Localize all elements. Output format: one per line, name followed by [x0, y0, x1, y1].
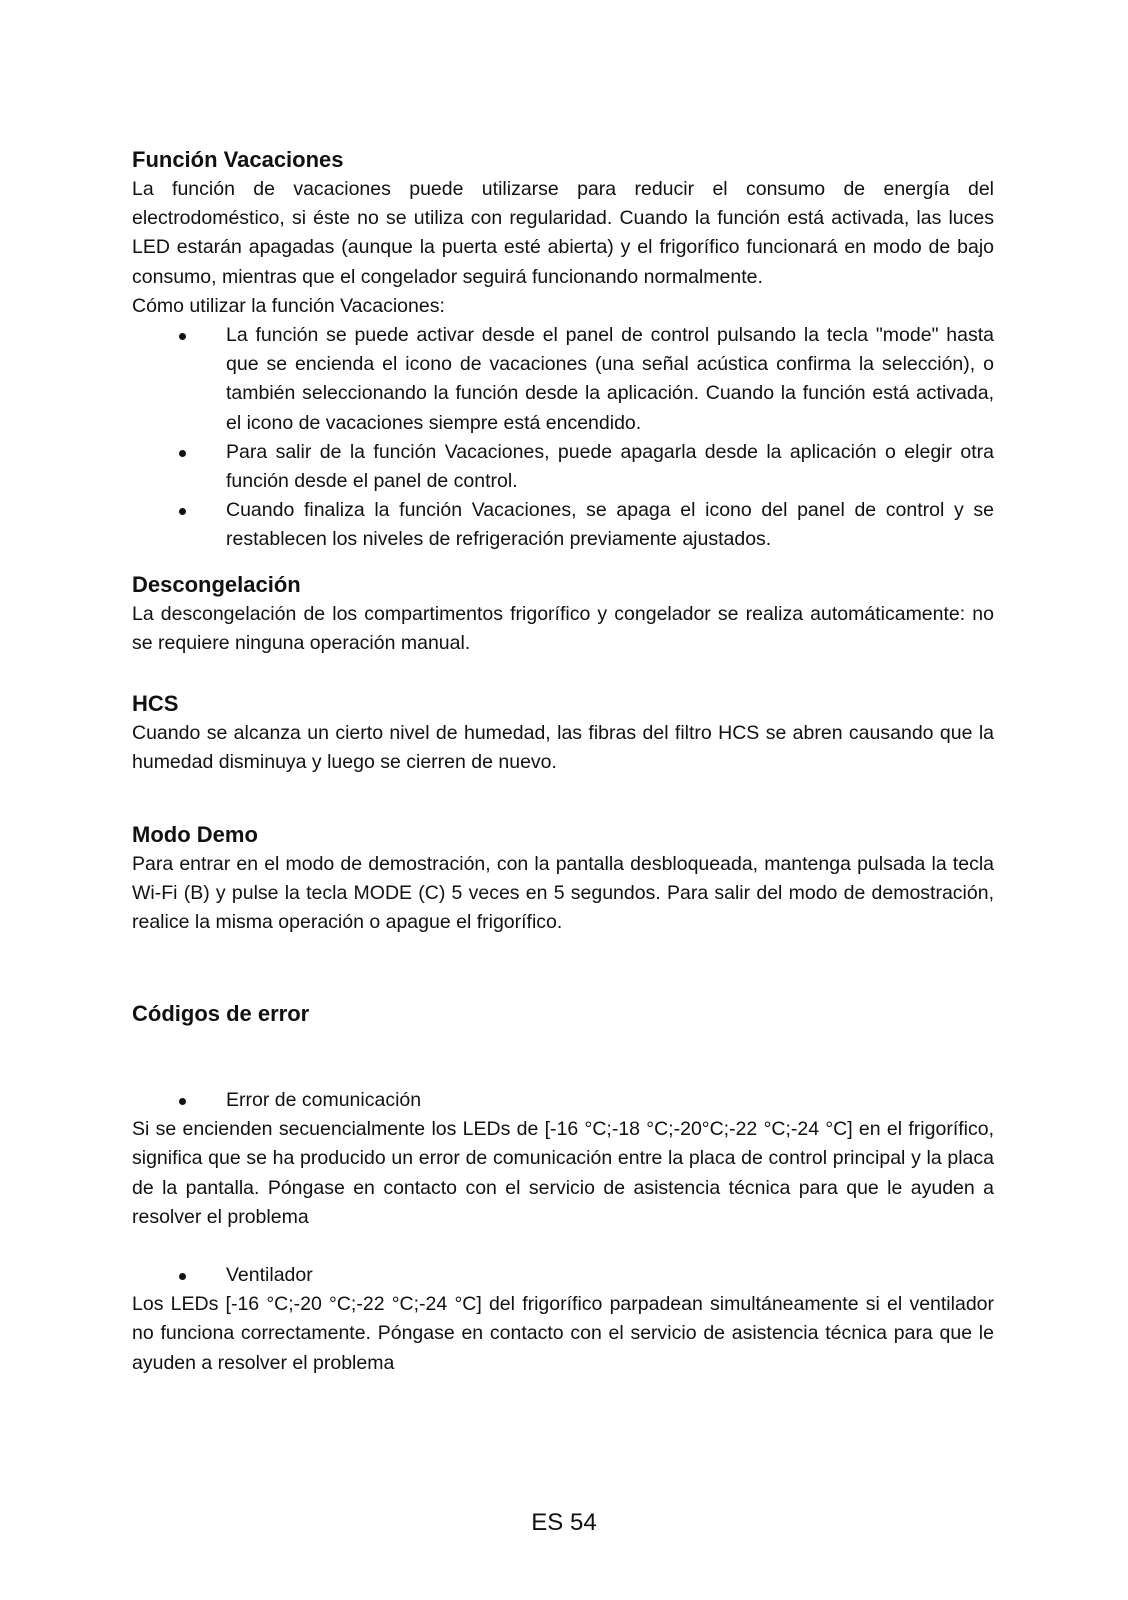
error-item-ventilador	[132, 1261, 994, 1378]
paragraph-modo-demo: Para entrar en el modo de demostración, con la pantalla desbloqueada, mantenga pulsada la tecla Wi-Fi (B) y pulse la tecla MODE (C) 5 veces en 5 segundos. Para salir del modo de demostración, realice la misma operación o apague el frigorífico.	[132, 853, 994, 934]
paragraph-descongelacion: La descongelación de los compartimentos frigorífico y congelador se realiza automáticamente: no se requiere ninguna operación manual.	[132, 603, 994, 655]
list-item-text: Cuando finaliza la función Vacaciones, se apaga el icono del panel de control y se restablecen los niveles de refrigeración previamente ajustados.	[226, 499, 994, 551]
paragraph-error-comunicacion: Si se encienden secuencialmente los LEDs de [-16 °C;-18 °C;-20°C;-22 °C;-24 °C] en el frigorífico, significa que se ha producido un error de comunicación entre la placa de control principal y la placa de la pantalla. Póngase en contacto con el servicio de asistencia técnica para que le ayuden a resolver el problema	[132, 1118, 994, 1228]
paragraph-vacaciones-intro: La función de vacaciones puede utilizarse para reducir el consumo de energía del electrodoméstico, si éste no se utiliza con regularidad. Cuando la función está activada, las luces LED estarán apagadas (aunque la puerta esté abierta) y el frigorífico funcionará en modo de bajo consumo, mientras que el congelador seguirá funcionando normalmente.	[132, 178, 994, 288]
paragraph-error-ventilador: Los LEDs [-16 °C;-20 °C;-22 °C;-24 °C] del frigorífico parpadean simultáneamente si el ventilador no funciona correctamente. Póngase en contacto con el servicio de asistencia técnica para que le ayuden a resolver el problema	[132, 1293, 994, 1374]
heading-vacaciones: Función Vacaciones	[132, 147, 344, 172]
heading-codigos-error: Códigos de error	[132, 1001, 310, 1026]
bullet-list-error-comunicacion	[132, 1086, 994, 1115]
list-item	[132, 496, 994, 554]
list-item	[132, 1261, 994, 1290]
error-item-comunicacion	[132, 1086, 994, 1232]
heading-descongelacion: Descongelación	[132, 572, 301, 597]
bullet-list-error-ventilador	[132, 1261, 994, 1290]
list-item-text: Para salir de la función Vacaciones, puede apagarla desde la aplicación o elegir otra función desde el panel de control.	[226, 440, 994, 493]
bullet-list-vacaciones	[132, 321, 994, 555]
bullet-icon	[179, 1098, 186, 1105]
list-item	[132, 438, 994, 496]
bullet-icon	[179, 450, 186, 457]
error-title: Error de comunicación	[226, 1089, 422, 1111]
list-item	[132, 321, 994, 438]
paragraph-hcs: Cuando se alcanza un cierto nivel de humedad, las fibras del filtro HCS se abren causando que la humedad disminuya y luego se cierren de nuevo.	[132, 722, 994, 774]
error-title: Ventilador	[226, 1264, 313, 1286]
section-descongelacion	[132, 570, 994, 658]
list-item	[132, 1086, 994, 1115]
paragraph-vacaciones-howto: Cómo utilizar la función Vacaciones:	[132, 294, 445, 317]
list-item-text: La función se puede activar desde el panel de control pulsando la tecla "mode" hasta que se encienda el icono de vacaciones (una señal acústica confirma la selección), o también seleccionando la función desde la aplicación. Cuando la función está activada, el icono de vacaciones siempre está encendido.	[226, 324, 994, 434]
section-codigos-error	[132, 999, 994, 1029]
section-hcs	[132, 689, 994, 777]
section-vacaciones	[132, 145, 994, 555]
section-modo-demo	[132, 820, 994, 938]
page-number: ES 54	[531, 1509, 597, 1536]
heading-modo-demo: Modo Demo	[132, 822, 258, 847]
heading-hcs: HCS	[132, 691, 179, 716]
bullet-icon	[179, 333, 186, 340]
bullet-icon	[179, 508, 186, 515]
bullet-icon	[179, 1273, 186, 1280]
